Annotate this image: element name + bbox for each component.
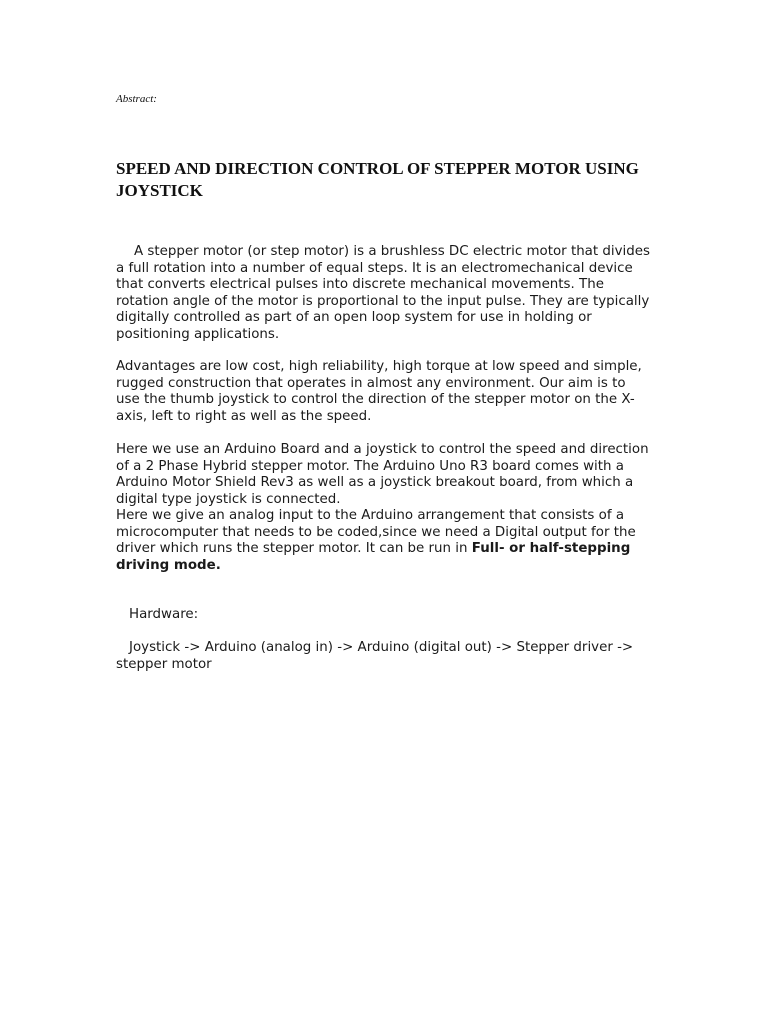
- hardware-heading-text: Hardware:: [129, 607, 199, 622]
- hardware-chain-text: Joystick -> Arduino (analog in) -> Arduino (digital out) -> Stepper driver -> stepper motor: [116, 640, 634, 672]
- paragraph-stepper-intro-text: A stepper motor (or step motor) is a brushless DC electric motor that divides a full rotation into a number of equal steps. It is an electromechanical device that converts electrical pulses into discrete mechanical movements. The rotation angle of the motor is proportional to the input pulse. They are typically digitally controlled as part of an open loop system for use in holding or positioning applications.: [116, 244, 650, 342]
- paragraph-stepper-intro: [116, 244, 652, 343]
- abstract-label: Abstract:: [116, 93, 157, 105]
- paragraph-advantages: Advantages are low cost, high reliability, high torque at low speed and simple, rugged construction that operates in almost any environment. Our aim is to use the thumb joystick to control the direction of the stepper motor on the X-axis, left to right as well as the speed.: [116, 359, 642, 424]
- paragraph-arduino-board: Here we use an Arduino Board and a joystick to control the speed and direction of a 2 Phase Hybrid stepper motor. The Arduino Uno R3 board comes with a Arduino Motor Shield Rev3 as well as a joystick breakout board, from which a digital type joystick is connected.: [116, 442, 649, 507]
- document-title: SPEED AND DIRECTION CONTROL OF STEPPER MOTOR USING JOYSTICK: [116, 159, 639, 200]
- hardware-heading: [116, 607, 652, 624]
- paragraph-analog-input: [116, 508, 652, 574]
- paragraph-analog-input-text: Here we give an analog input to the Arduino arrangement that consists of a microcomputer that needs to be coded,since we need a Digital output for the driver which runs the stepper motor. It can be run in: [116, 508, 636, 556]
- driving-mode-emphasis: Full- or half-stepping driving mode.: [116, 541, 631, 573]
- hardware-chain: [116, 640, 652, 673]
